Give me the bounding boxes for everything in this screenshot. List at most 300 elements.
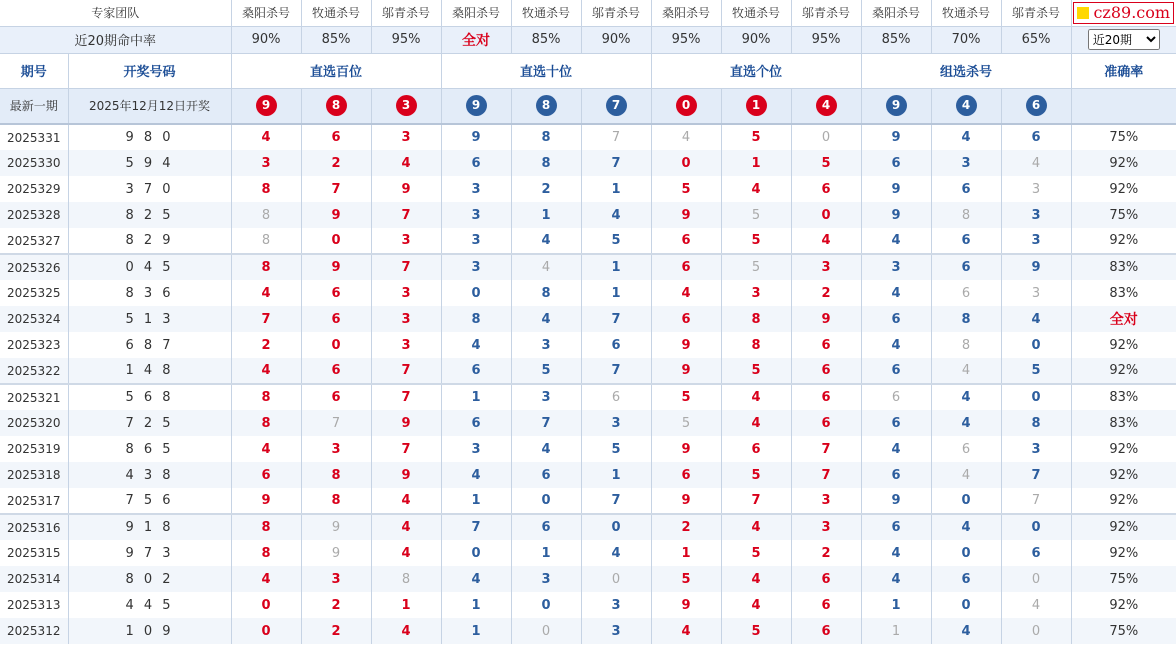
kill-number: 9 [891, 181, 901, 197]
expert-name: 牧通杀号 [931, 0, 1001, 26]
kill-number: 6 [471, 415, 481, 431]
kill-number-miss: 0 [1031, 571, 1041, 587]
kill-number-miss: 8 [961, 207, 971, 223]
draw-header: 开奖号码 [68, 53, 231, 88]
draw-number: 9 7 3 [68, 540, 231, 566]
kill-number: 9 [331, 207, 341, 223]
expert-name: 桑阳杀号 [861, 0, 931, 26]
kill-number: 4 [611, 207, 621, 223]
draw-number: 8 2 9 [68, 228, 231, 254]
kill-number: 6 [681, 233, 691, 248]
kill-number-miss: 4 [1031, 155, 1041, 171]
period-number: 2025331 [7, 130, 61, 145]
kill-number: 6 [821, 623, 831, 639]
draw-number: 9 8 0 [68, 124, 231, 150]
period-number: 2025314 [0, 566, 68, 592]
accuracy-value: 83% [1071, 384, 1176, 410]
kill-number: 8 [961, 311, 971, 327]
kill-number: 3 [961, 155, 971, 171]
kill-number-miss: 8 [261, 207, 271, 223]
period-number: 2025316 [0, 514, 68, 540]
kill-number: 8 [331, 467, 341, 483]
kill-number: 4 [751, 520, 761, 535]
kill-number: 6 [961, 260, 971, 275]
kill-number-miss: 6 [961, 441, 971, 457]
kill-number: 6 [821, 597, 831, 613]
kill-number: 8 [541, 285, 551, 301]
team-label: 专家团队 [0, 0, 231, 26]
kill-number: 4 [471, 571, 481, 587]
kill-number: 0 [331, 337, 341, 353]
kill-number-miss: 7 [331, 415, 341, 431]
hitrate-value: 90% [581, 26, 651, 53]
expert-name: 牧通杀号 [721, 0, 791, 26]
period-number: 2025329 [7, 182, 61, 196]
kill-number: 3 [401, 285, 411, 301]
expert-name: 邬青杀号 [791, 0, 861, 26]
kill-number: 8 [261, 390, 271, 405]
kill-number-miss: 7 [611, 130, 621, 145]
history-body [0, 124, 1176, 644]
kill-number: 5 [751, 623, 761, 639]
kill-number: 1 [401, 597, 411, 613]
kill-number: 4 [541, 233, 551, 248]
draw-number: 0 4 5 [68, 254, 231, 280]
draw-number: 9 1 8 [68, 514, 231, 540]
kill-number: 3 [611, 597, 621, 613]
kill-number: 2 [331, 155, 341, 171]
period-range-select[interactable] [1088, 29, 1160, 50]
kill-number: 3 [541, 571, 551, 587]
kill-number: 5 [751, 363, 761, 378]
kill-number: 7 [401, 441, 411, 457]
kill-number-miss: 7 [1031, 493, 1041, 508]
table-row [0, 306, 1176, 332]
kill-number: 4 [261, 363, 271, 378]
kill-number: 3 [401, 337, 411, 353]
table-row [0, 358, 1176, 384]
hitrate-value: 85% [301, 26, 371, 53]
kill-number: 4 [401, 623, 411, 639]
kill-number: 3 [471, 181, 481, 197]
kill-number: 2 [261, 337, 271, 353]
kill-number-miss: 4 [541, 260, 551, 275]
kill-number: 4 [681, 623, 691, 639]
kill-number: 6 [681, 260, 691, 275]
kill-number-miss: 0 [1031, 623, 1041, 639]
kill-number: 7 [541, 415, 551, 431]
kill-number: 7 [331, 181, 341, 197]
kill-number: 3 [1031, 441, 1041, 457]
kill-number: 9 [681, 493, 691, 508]
kill-number: 4 [821, 233, 831, 248]
draw-number: 5 1 3 [68, 306, 231, 332]
period-number: 2025312 [0, 618, 68, 644]
kill-number: 3 [821, 493, 831, 508]
kill-number: 4 [541, 441, 551, 457]
kill-number: 6 [891, 415, 901, 431]
period-number: 2025315 [7, 546, 61, 560]
latest-kill-ball: 8 [536, 95, 557, 116]
accuracy-value: 92% [1071, 436, 1176, 462]
kill-number: 9 [681, 337, 691, 353]
kill-number: 0 [821, 207, 831, 223]
accuracy-value: 92% [1071, 358, 1176, 384]
kill-number: 8 [261, 415, 271, 431]
kill-number: 3 [471, 207, 481, 223]
accuracy-value: 75% [1071, 618, 1176, 644]
kill-number: 9 [891, 207, 901, 223]
kill-number: 6 [821, 337, 831, 353]
kill-number: 5 [751, 467, 761, 483]
kill-number: 6 [821, 415, 831, 431]
draw-number: 5 9 4 [68, 150, 231, 176]
kill-number: 1 [611, 181, 621, 197]
site-logo-link[interactable] [1073, 2, 1174, 24]
kill-number: 4 [961, 415, 971, 431]
kill-number: 2 [821, 285, 831, 301]
table-row [0, 280, 1176, 306]
draw-number: 4 3 8 [68, 462, 231, 488]
kill-number: 9 [891, 130, 901, 145]
accuracy-value: 92% [1071, 514, 1176, 540]
period-number: 2025319 [7, 442, 61, 456]
period-header: 期号 [0, 53, 68, 88]
site-logo-cell [1071, 0, 1176, 26]
kill-number: 4 [401, 493, 411, 508]
latest-draw-date: 2025年12月12日开奖 [68, 88, 231, 124]
table-row [0, 150, 1176, 176]
kill-number: 7 [821, 441, 831, 457]
kill-number: 6 [751, 441, 761, 457]
kill-number: 7 [401, 390, 411, 405]
kill-number: 2 [681, 520, 691, 535]
kill-number: 6 [961, 233, 971, 248]
expert-name: 桑阳杀号 [231, 0, 301, 26]
kill-number: 7 [751, 493, 761, 508]
kill-number: 0 [961, 597, 971, 613]
kill-number: 6 [891, 520, 901, 535]
period-number: 2025326 [0, 254, 68, 280]
latest-kill-ball: 8 [326, 95, 347, 116]
kill-number-miss: 3 [1031, 181, 1041, 197]
kill-number: 7 [1031, 467, 1041, 483]
kill-number: 0 [1031, 390, 1041, 405]
hitrate-value: 90% [721, 26, 791, 53]
kill-number: 7 [611, 155, 621, 171]
draw-number: 3 7 0 [68, 176, 231, 202]
kill-number: 9 [401, 415, 411, 431]
kill-number: 3 [821, 260, 831, 275]
kill-number: 4 [611, 545, 621, 561]
kill-number: 4 [681, 285, 691, 301]
period-number: 2025321 [0, 384, 68, 410]
kill-number: 3 [261, 155, 271, 171]
kill-number: 2 [331, 597, 341, 613]
accuracy-value: 92% [1071, 592, 1176, 618]
kill-number: 2 [331, 623, 341, 639]
kill-number-miss: 4 [961, 467, 971, 483]
kill-number: 9 [261, 493, 271, 508]
kill-number: 6 [1031, 130, 1041, 145]
table-row [0, 540, 1176, 566]
kill-number: 4 [261, 285, 271, 301]
accuracy-header: 准确率 [1071, 53, 1176, 88]
accuracy-value: 92% [1071, 176, 1176, 202]
kill-number: 5 [751, 130, 761, 145]
accuracy-value: 92% [1071, 332, 1176, 358]
kill-number: 4 [751, 597, 761, 613]
period-number: 2025317 [7, 493, 61, 508]
kill-number: 7 [471, 520, 481, 535]
kill-number-miss: 4 [961, 363, 971, 378]
accuracy-value: 75% [1071, 566, 1176, 592]
kill-number: 1 [541, 207, 551, 223]
kill-number: 4 [261, 130, 271, 145]
kill-number: 0 [1031, 520, 1041, 535]
kill-number: 4 [891, 441, 901, 457]
table-row [0, 384, 1176, 410]
kill-number: 8 [261, 545, 271, 561]
kill-number: 3 [1031, 233, 1041, 248]
accuracy-value: 92% [1071, 540, 1176, 566]
kill-number: 4 [751, 571, 761, 587]
kill-number-miss: 9 [331, 520, 341, 535]
kill-number: 0 [541, 597, 551, 613]
kill-number: 5 [821, 155, 831, 171]
kill-number: 5 [751, 233, 761, 248]
kill-number: 6 [961, 571, 971, 587]
kill-number: 5 [1031, 363, 1041, 378]
kill-number: 3 [471, 233, 481, 248]
hitrate-value: 90% [231, 26, 301, 53]
hitrate-row [0, 26, 1176, 53]
table-row [0, 462, 1176, 488]
kill-number: 4 [261, 441, 271, 457]
kill-number: 4 [1031, 311, 1041, 327]
kill-number: 6 [891, 155, 901, 171]
kill-number: 4 [751, 181, 761, 197]
table-row [0, 618, 1176, 644]
kill-number: 1 [611, 285, 621, 301]
kill-number: 5 [681, 571, 691, 587]
group-header-tens: 直选十位 [441, 53, 651, 88]
hitrate-value: 85% [861, 26, 931, 53]
table-row [0, 124, 1176, 150]
table-row [0, 488, 1176, 514]
latest-kill-ball: 9 [466, 95, 487, 116]
kill-number: 3 [821, 520, 831, 535]
hitrate-value: 95% [651, 26, 721, 53]
kill-number-miss: 5 [681, 415, 691, 431]
kill-number: 6 [541, 467, 551, 483]
kill-number: 6 [611, 337, 621, 353]
kill-number: 6 [821, 390, 831, 405]
kill-number: 0 [261, 597, 271, 613]
kill-number: 9 [401, 467, 411, 483]
kill-number: 8 [541, 130, 551, 145]
kill-number: 6 [331, 390, 341, 405]
kill-number: 4 [401, 155, 411, 171]
draw-number: 8 2 5 [68, 202, 231, 228]
kill-number: 9 [681, 363, 691, 378]
kill-number: 3 [751, 285, 761, 301]
kill-number: 8 [1031, 415, 1041, 431]
hitrate-label: 近20期命中率 [0, 26, 231, 53]
kill-number: 9 [1031, 260, 1041, 275]
period-number: 2025325 [7, 286, 61, 300]
logo-text: cz89.com [1093, 3, 1171, 23]
kill-number: 3 [401, 311, 411, 327]
kill-number: 0 [961, 545, 971, 561]
latest-kill-ball: 7 [606, 95, 627, 116]
latest-kill-ball: 1 [746, 95, 767, 116]
kill-number: 4 [961, 520, 971, 535]
period-number: 2025313 [7, 598, 61, 612]
kill-number: 1 [471, 390, 481, 405]
kill-number: 1 [541, 545, 551, 561]
kill-number: 8 [261, 520, 271, 535]
kill-number-miss: 3 [1031, 285, 1041, 301]
latest-kill-ball: 9 [256, 95, 277, 116]
draw-number: 1 4 8 [68, 358, 231, 384]
latest-kill-ball: 9 [886, 95, 907, 116]
kill-number: 3 [471, 441, 481, 457]
period-number: 2025327 [7, 233, 61, 248]
kill-number: 2 [821, 545, 831, 561]
kill-number: 8 [751, 311, 761, 327]
expert-name: 桑阳杀号 [441, 0, 511, 26]
kill-number: 6 [821, 363, 831, 378]
period-number: 2025318 [0, 462, 68, 488]
draw-number: 5 6 8 [68, 384, 231, 410]
latest-kill-ball: 0 [676, 95, 697, 116]
latest-row [0, 88, 1176, 124]
draw-number: 7 5 6 [68, 488, 231, 514]
kill-number: 3 [401, 130, 411, 145]
hitrate-value: 65% [1001, 26, 1071, 53]
kill-number: 7 [611, 363, 621, 378]
table-row [0, 228, 1176, 254]
accuracy-value: 全对 [1071, 306, 1176, 332]
kill-number: 3 [1031, 207, 1041, 223]
column-header-row [0, 53, 1176, 88]
kill-number-miss: 1 [891, 623, 901, 639]
kill-number: 1 [471, 493, 481, 508]
kill-number: 1 [471, 597, 481, 613]
kill-number: 7 [401, 363, 411, 378]
kill-number: 0 [471, 285, 481, 301]
hitrate-value: 85% [511, 26, 581, 53]
table-row [0, 202, 1176, 228]
kill-number-miss: 4 [681, 130, 691, 145]
kill-number: 1 [471, 623, 481, 639]
kill-number: 0 [261, 623, 271, 639]
kill-number-miss: 8 [261, 233, 271, 248]
table-row [0, 332, 1176, 358]
kill-number: 8 [471, 311, 481, 327]
expert-name: 桑阳杀号 [651, 0, 721, 26]
kill-number: 6 [961, 181, 971, 197]
table-row [0, 410, 1176, 436]
expert-name: 牧通杀号 [301, 0, 371, 26]
hitrate-value: 95% [791, 26, 861, 53]
kill-number: 6 [891, 311, 901, 327]
kill-number-miss: 5 [751, 207, 761, 223]
latest-kill-ball: 4 [816, 95, 837, 116]
kill-number: 0 [331, 233, 341, 248]
period-number: 2025330 [0, 150, 68, 176]
table-row [0, 436, 1176, 462]
draw-number: 8 0 2 [68, 566, 231, 592]
kill-number: 9 [681, 441, 691, 457]
kill-number: 9 [821, 311, 831, 327]
table-row [0, 176, 1176, 202]
kill-number: 1 [681, 545, 691, 561]
kill-number: 7 [611, 311, 621, 327]
expert-name: 牧通杀号 [511, 0, 581, 26]
kill-number: 8 [331, 493, 341, 508]
draw-number: 6 8 7 [68, 332, 231, 358]
kill-number: 4 [961, 130, 971, 145]
period-number: 2025320 [0, 410, 68, 436]
kill-number: 4 [471, 337, 481, 353]
kill-number: 0 [681, 155, 691, 171]
kill-number: 3 [401, 233, 411, 248]
draw-number: 7 2 5 [68, 410, 231, 436]
kill-number: 9 [331, 260, 341, 275]
kill-number: 6 [1031, 545, 1041, 561]
kill-number-miss: 6 [891, 390, 901, 405]
kill-number: 6 [331, 130, 341, 145]
kill-number-miss: 0 [821, 130, 831, 145]
period-number: 2025328 [0, 202, 68, 228]
kill-number: 0 [1031, 337, 1041, 353]
expert-header-row [0, 0, 1176, 26]
accuracy-value: 75% [1071, 124, 1176, 150]
table-row [0, 592, 1176, 618]
accuracy-value: 92% [1071, 150, 1176, 176]
period-number: 2025323 [7, 338, 61, 352]
kill-number: 4 [401, 520, 411, 535]
group-header-units: 直选个位 [651, 53, 861, 88]
table-row [0, 254, 1176, 280]
kill-number: 1 [891, 597, 901, 613]
kill-number: 7 [261, 311, 271, 327]
kill-number: 6 [821, 181, 831, 197]
kill-number: 6 [471, 363, 481, 378]
draw-number: 1 0 9 [68, 618, 231, 644]
kill-number: 4 [891, 545, 901, 561]
kill-number: 4 [961, 623, 971, 639]
kill-number: 4 [471, 467, 481, 483]
kill-number-miss: 9 [331, 545, 341, 561]
kill-number: 4 [751, 390, 761, 405]
kill-number: 6 [891, 363, 901, 378]
kill-number: 3 [611, 623, 621, 639]
kill-number: 8 [261, 260, 271, 275]
kill-number: 5 [611, 441, 621, 457]
kill-number: 3 [331, 571, 341, 587]
kill-number: 3 [611, 415, 621, 431]
kill-number: 6 [261, 467, 271, 483]
group-header-combo: 组选杀号 [861, 53, 1071, 88]
kill-number: 4 [891, 571, 901, 587]
kill-number: 9 [681, 597, 691, 613]
kill-number: 4 [961, 390, 971, 405]
period-select-cell [1071, 26, 1176, 53]
accuracy-value: 83% [1071, 254, 1176, 280]
